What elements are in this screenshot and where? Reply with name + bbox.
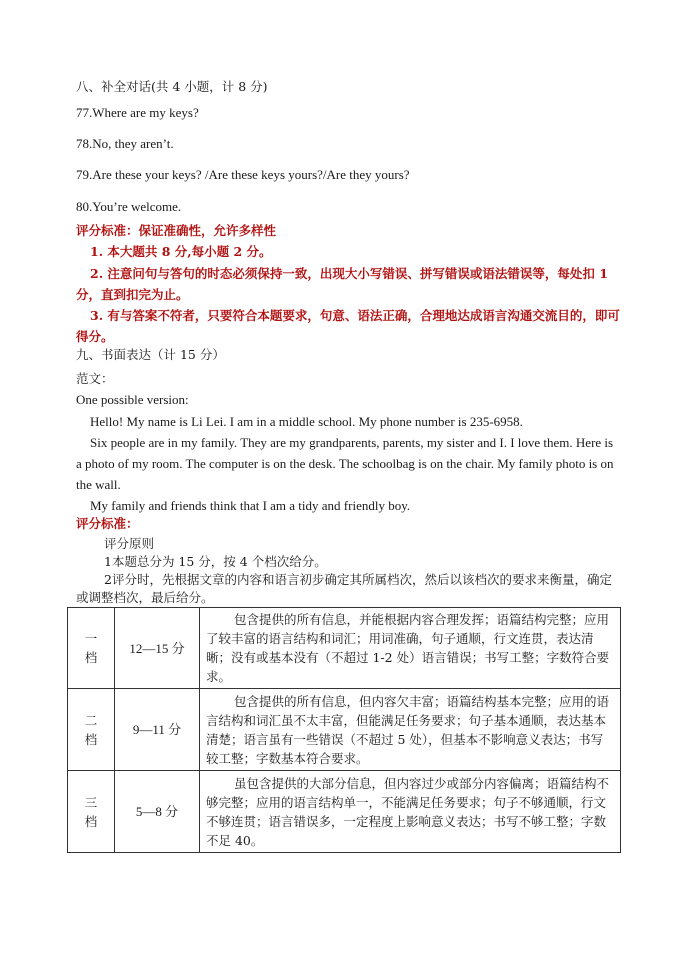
section9-criteria-title: 评分标准： [76,516,139,531]
answer-80: 80.You’re welcome. [76,199,182,214]
sample-label: 范文： [76,371,114,386]
section8-heading: 八、补全对话(共 4 小题，计 8 分) [76,79,268,94]
grade-level: 二档 [68,689,115,771]
essay-paragraph-1: Hello! My name is Li Lei. I am in a middle school. My phone number is 235-6958. [90,414,523,429]
section8-criterion-2: 2. 注意问句与答句的时态必须保持一致，出现大小写错误、拼写错误或语法错误等，每处扣 1 分，直到扣完为止。 [76,266,608,302]
grade-points: 9—11 分 [115,689,200,771]
section9-heading: 九、书面表达（计 15 分） [76,347,225,362]
grade-points: 5—8 分 [115,771,200,853]
grade-description: 虽包含提供的大部分信息，但内容过少或部分内容偏离；语篇结构不够完整；应用的语言结构单一，不能满足任务要求；句子不够通顺，行文不够连贯；语言错误多，一定程度上影响意义表达；书写不够工整；字数不足 40。 [200,771,621,853]
answer-79: 79.Are these your keys? /Are these keys yours?/Are they yours? [76,167,410,182]
grade-level: 三档 [68,771,115,853]
grade-row [68,608,621,689]
grading-table [67,607,621,853]
grade-level: 一档 [68,608,115,689]
section8-criteria-title: 评分标准：保证准确性，允许多样性 [76,223,277,238]
section8-criterion-1: 1. 本大题共 8 分,每小题 2 分。 [90,244,272,259]
essay-paragraph-2: Six people are in my family. They are my grandparents, parents, my sister and I. I love them. Here is a photo of my room. The computer is on the desk. The schoolbag is on the chair. My family photo is on the wall. [76,435,614,492]
principle-2: 2评分时，先根据文章的内容和语言初步确定其所属档次，然后以该档次的要求来衡量，确定或调整档次，最后给分。 [76,572,612,605]
principle-1: 1本题总分为 15 分，按 4 个档次给分。 [104,554,327,569]
section8-criterion-3: 3. 有与答案不符者，只要符合本题要求，句意、语法正确，合理地达成语言沟通交流目的，即可得分。 [76,308,620,344]
essay-paragraph-3: My family and friends think that I am a tidy and friendly boy. [90,498,411,513]
grade-row [68,771,621,853]
principle-title: 评分原则 [104,536,155,551]
grade-row [68,689,621,771]
grade-description: 包含提供的所有信息，但内容欠丰富；语篇结构基本完整；应用的语言结构和词汇虽不太丰富，但能满足任务要求；句子基本通顺，表达基本清楚；语言虽有一些错误（不超过 5 处），但基本不影响意义表达；书写较工整；字数基本符合要求。 [200,689,621,771]
version-label: One possible version: [76,392,189,407]
answer-78: 78.No, they aren’t. [76,136,174,151]
grade-points: 12—15 分 [115,608,200,689]
answer-77: 77.Where are my keys? [76,105,199,120]
grade-description: 包含提供的所有信息，并能根据内容合理发挥；语篇结构完整；应用了较丰富的语言结构和词汇；用词准确，句子通顺，行文连贯，表达清晰；没有或基本没有（不超过 1-2 处）语言错误；书写工整；字数符合要求。 [200,608,621,689]
